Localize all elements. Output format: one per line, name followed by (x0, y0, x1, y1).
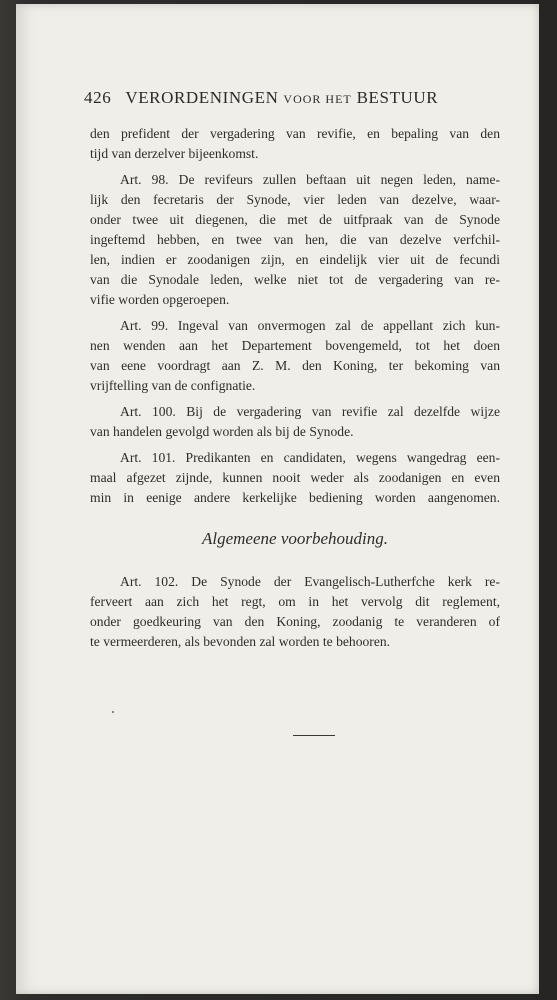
text-line: lijk den fecretaris der Synode, vier leden van dezelve, waar- (90, 192, 500, 207)
paragraph-art-102 (90, 572, 500, 652)
text-line: Art. 99. Ingeval van onvermogen zal de appellant zich kun- (120, 318, 500, 333)
running-head (125, 88, 438, 108)
text-line: ingeftemd hebben, en twee van hen, die van dezelve verfchil- (90, 232, 500, 247)
body-text (90, 124, 500, 658)
text-line: den prefident der vergadering van revifie, en bepaling van den (90, 126, 500, 141)
text-line: onder goedkeuring van den Koning, zoodanig te veranderen of (90, 614, 500, 629)
page-header (84, 88, 489, 114)
running-head-part-2: BESTUUR (356, 88, 439, 107)
paragraph-art-100 (90, 402, 500, 442)
paper-speck (112, 711, 114, 713)
text-line: vifie worden opgeroepen. (90, 292, 230, 307)
running-head-part-1: VERORDENINGEN (125, 88, 279, 107)
running-head-small: VOOR HET (283, 92, 352, 106)
text-line: min in eenige andere kerkelijke bediening worden aangenomen. (90, 490, 500, 505)
page-number: 426 (84, 88, 112, 107)
paragraph-continuation (90, 124, 500, 164)
text-line: van eene voordragt aan Z. M. den Koning, ter bekoming van (90, 358, 500, 373)
text-line: nen wenden aan het Departement bovengemeld, tot het doen (90, 338, 500, 353)
paragraph-art-99 (90, 316, 500, 396)
text-line: van handelen gevolgd worden als bij de Synode. (90, 424, 354, 439)
text-line: ferveert aan zich het regt, om in het vervolg dit reglement, (90, 594, 500, 609)
text-line: Art. 100. Bij de vergadering van revifie zal dezelfde wijze (120, 404, 500, 419)
text-line: te vermeerderen, als bevonden zal worden te behooren. (90, 634, 391, 649)
text-line: onder twee uit diegenen, die met de uitfpraak van de Synode (90, 212, 500, 227)
section-heading: Algemeene voorbehouding. (202, 529, 388, 548)
text-line: vrijftelling van de confignatie. (90, 378, 256, 393)
paragraph-art-98 (90, 170, 500, 310)
end-rule (293, 735, 335, 736)
text-line: len, indien er zoodanigen zijn, en eindelijk vier uit de fecundi (90, 252, 500, 267)
text-line: van die Synodale leden, welke niet tot de vergadering van re- (90, 272, 500, 287)
text-line: maal afgezet zijnde, kunnen nooit weder als zoodanigen en even (90, 470, 500, 485)
text-line: tijd van derzelver bijeenkomst. (90, 146, 259, 161)
text-line: Art. 101. Predikanten en candidaten, wegens wangedrag een- (120, 450, 500, 465)
text-line: Art. 102. De Synode der Evangelisch-Lutherfche kerk re- (120, 574, 500, 589)
paragraph-art-101 (90, 448, 500, 508)
text-line: Art. 98. De revifeurs zullen beftaan uit negen leden, name- (120, 172, 500, 187)
